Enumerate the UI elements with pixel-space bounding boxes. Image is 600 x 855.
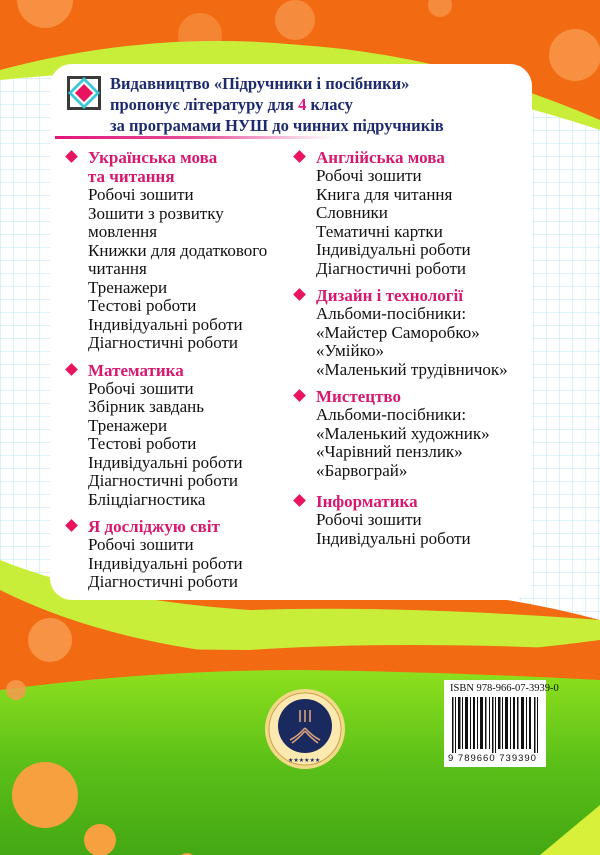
list-item: «Маленький художник» [316, 423, 490, 443]
section-math [64, 361, 267, 510]
section-title: Англійська мова [292, 148, 508, 167]
list-item: Індивідуальні роботи [316, 240, 471, 259]
left-column [64, 148, 267, 600]
list-item: «Умійко» [316, 341, 385, 360]
section-world [64, 517, 267, 592]
section-art [292, 387, 508, 480]
list-item: Індивідуальні роботи [88, 452, 243, 472]
list-item: Робочі зошити [88, 535, 194, 554]
list-item: Книжки для додаткового [88, 240, 268, 260]
list-item: Тренажери [88, 415, 168, 435]
header-line-2: пропонує літературу для 4 класу [110, 95, 353, 114]
list-item: Робочі зошити [316, 166, 422, 185]
diamond-bullet-icon [293, 288, 306, 301]
list-item: Діагностичні роботи [88, 471, 239, 490]
list-item: Діагностичні роботи [88, 333, 239, 352]
list-item: Тестові роботи [88, 434, 197, 453]
grade-number: 4 [298, 95, 307, 114]
diamond-bullet-icon [293, 389, 306, 402]
section-title: Українська мова та читання [64, 148, 267, 186]
svg-text:★★★★★★: ★★★★★★ [288, 758, 321, 764]
diamond-bullet-icon [65, 363, 78, 376]
diamond-bullet-icon [293, 150, 306, 163]
list-item: Індивідуальні роботи [316, 528, 471, 548]
list-item: Зошити з розвитку [88, 203, 224, 223]
diamond-bullet-icon [293, 494, 306, 507]
list-item: Бліцдіагностика [88, 489, 206, 509]
diamond-bullet-icon [65, 150, 78, 163]
section-design [292, 286, 508, 379]
list-item: мовлення [88, 222, 158, 241]
list-item: Робочі зошити [316, 510, 422, 529]
right-column [292, 148, 508, 556]
section-title: Мистецтво [292, 387, 508, 406]
list-item: Книга для читання [316, 184, 453, 204]
section-title: Інформатика [292, 492, 508, 511]
list-item: Робочі зошити [88, 185, 194, 204]
list-item: читання [88, 259, 147, 278]
section-title: Дизайн і технології [292, 286, 508, 305]
section-informatics [292, 492, 508, 548]
section-ukrainian [64, 148, 267, 353]
list-item: Тестові роботи [88, 296, 197, 315]
list-item: Словники [316, 203, 388, 222]
publisher-logo-icon [66, 75, 102, 111]
list-item: «Маленький трудівничок» [316, 359, 508, 379]
list-item: Тематичні картки [316, 221, 443, 241]
barcode-icon [450, 697, 540, 753]
isbn-barcode [444, 680, 559, 767]
section-title: Математика [64, 361, 267, 380]
list-item: Діагностичні роботи [88, 572, 239, 591]
list-item: Робочі зошити [88, 378, 194, 398]
quality-seal-icon [264, 688, 346, 770]
list-item: «Майстер Саморобко» [316, 322, 480, 342]
header-line-3: за програмами НУШ до чинних підручників [110, 116, 444, 135]
list-item: Індивідуальні роботи [88, 553, 243, 573]
list-item: «Чарівний пензлик» [316, 442, 463, 461]
list-item: Збірник завдань [88, 397, 205, 416]
list-item: Індивідуальні роботи [88, 314, 243, 334]
list-item: «Барвограй» [316, 460, 408, 480]
list-item: Тренажери [88, 277, 168, 297]
section-english [292, 148, 508, 278]
list-item: Альбоми-посібники: [316, 405, 467, 424]
list-item: Альбоми-посібники: [316, 304, 467, 323]
section-title: Я досліджую світ [64, 517, 267, 536]
list-item: Діагностичні роботи [316, 258, 467, 278]
barcode-digits: 9 789660 739390 [448, 753, 537, 764]
isbn-label: ISBN 978-966-07-3939-0 [450, 683, 559, 694]
header-line-1: Видавництво «Підручники і посібники» [110, 74, 410, 93]
diamond-bullet-icon [65, 519, 78, 532]
header-separator [55, 136, 335, 139]
